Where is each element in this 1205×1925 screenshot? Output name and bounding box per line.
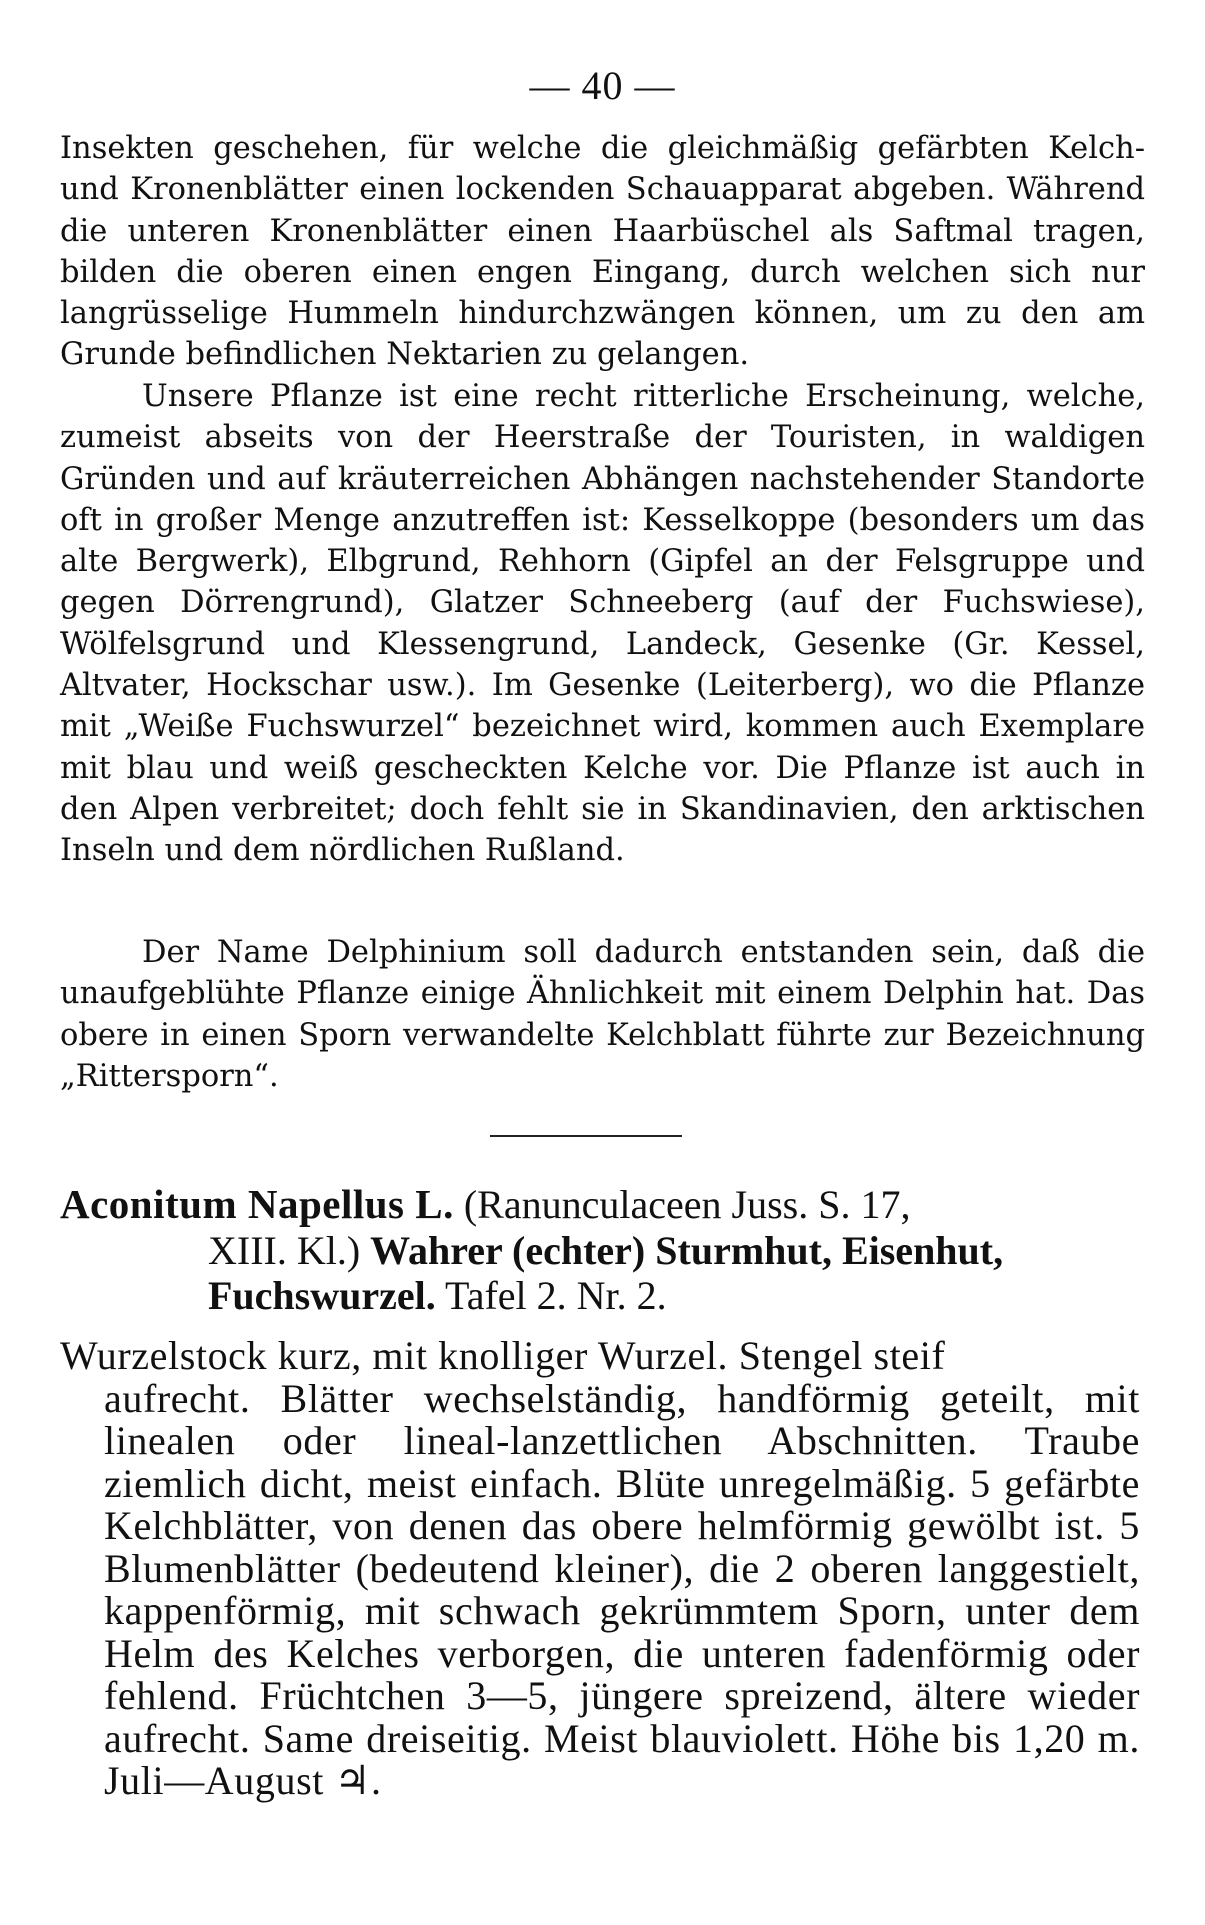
page-number: — 40 — [529,63,676,108]
family-reference: (Ranunculaceen Juss. S. 17, [463,1182,911,1227]
plate-reference: Tafel 2. Nr. 2. [445,1273,667,1318]
common-names: Wahrer (echter) Sturmhut, Eisenhut, [370,1227,1004,1273]
description-body: aufrecht. Blätter wechselständig, handförmig geteilt, mit linealen oder lineal-lanzettlichen Abschnitten. Traube ziemlich dicht, meist einfach. Blüte unregelmäßig. 5 gefärbte Kelchblätter, von denen das obere helmförmig gewölbt ist. 5 Blumenblätter (bedeutend kleiner), die 2 oberen langgestielt, kappenförmig, mit schwach gekrümmtem Sporn, unter dem Helm des Kelches verborgen, die unteren fadenförmig oder fehlend. Früchtchen 3—5, jüngere spreizend, ältere wieder aufrecht. Same dreiseitig. Meist blauviolett. Höhe bis 1,20 m. Juli—August ♃. [104,1375,1140,1803]
common-names-continued: Fuchswurzel. [208,1273,436,1318]
paragraph-insects: Insekten geschehen, für welche die gleichmäßig gefärbten Kelch- und Kronenblätter einen lockenden Schauapparat abgeben. Während die unteren Kronenblätter einen Haarbüschel als Saftmal tragen, bilden die oberen einen engen Eingang, durch welchen sich nur langrüsselige Hummeln hindurchzwängen können, um zu den am Grunde befindlichen Nektarien zu gelangen. [60,131,1145,373]
section-separator [490,1135,682,1137]
description-first-line: Wurzelstock kurz, mit knolliger Wurzel. Stengel steif [60,1333,946,1378]
paragraph-locations: Unsere Pflanze ist eine recht ritterliche Erscheinung, welche, zumeist abseits von der Heerstraße der Touristen, in waldigen Gründen und auf kräuterreichen Abhängen nachstehender Standorte oft in großer Menge anzutreffen ist: Kesselkoppe (besonders um das alte Bergwerk), Elbgrund, Rehhorn (Gipfel an der Felsgruppe und gegen Dörrengrund), Glatzer Schneeberg (auf der Fuchswiese), Wölfelsgrund und Klessengrund, Landeck, Gesenke (Gr. Kessel, Altvater, Hockschar usw.). Im Gesenke (Leiterberg), wo die Pflanze mit „Weiße Fuchswurzel“ bezeichnet wird, kommen auch Exemplare mit blau und weiß gescheckten Kelche vor. Die Pflanze ist auch in den Alpen verbreitet; doch fehlt sie in Skandinavien, den arktischen Inseln und dem nördlichen Rußland. [60,379,1145,869]
species-description [60,1335,1140,1803]
species-name: Aconitum Napellus L. [60,1181,454,1227]
paragraph-name-origin: Der Name Delphinium soll dadurch entstanden sein, daß die unaufgeblühte Pflanze einige Ähnlichkeit mit einem Delphin hat. Das obere in einen Sporn verwandelte Kelchblatt führte zur Bezeichnung „Rittersporn“. [60,935,1145,1094]
species-heading [60,1182,1150,1319]
class-reference: XIII. Kl.) [208,1227,361,1273]
